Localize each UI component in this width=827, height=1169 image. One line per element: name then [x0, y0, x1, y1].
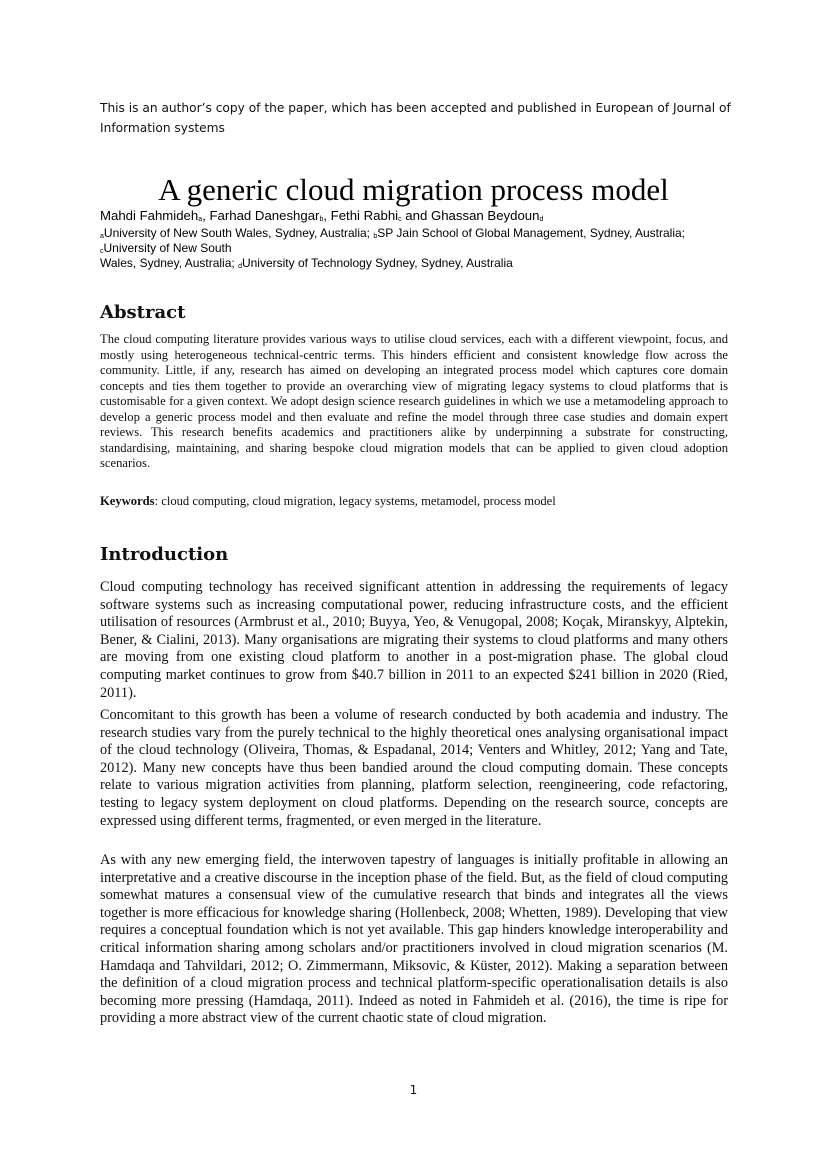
keywords-line [100, 493, 728, 509]
author-affiliation-mark: c [398, 216, 402, 223]
affiliation-mark: d [238, 263, 242, 270]
affiliation-mark: c [100, 248, 104, 255]
affiliation-text: University of New South [103, 241, 232, 255]
author-affiliation-mark: a [198, 216, 203, 223]
keywords-label: Keywords [100, 494, 155, 508]
affiliation-mark: b [373, 233, 378, 240]
author-name: Farhad Daneshgar [209, 208, 320, 223]
introduction-paragraph: Cloud computing technology has received significant attention in addressing the requirements of legacy software systems such as increasing computational power, reducing infrastructure costs, and the efficient utilisation of resources (Armbrust et al., 2010; Buyya, Yeo, & Venugopal, 2008; Koçak, Miranskyy, Alptekin, Bener, & Cialini, 2013). Many organisations are migrating their systems to cloud platforms and many others are moving from one existing cloud platform to another in a post-migration phase. The global cloud computing market continues to grow from $40.7 billion in 2011 to an expected $241 billion in 2020 (Ried, 2011). [100, 579, 728, 701]
introduction-paragraph: As with any new emerging field, the interwoven tapestry of languages is initially profitable in allowing an interpretative and a creative discourse in the inception phase of the field. But, as the field of cloud computing somewhat matures a consensual view of the cumulative research that binds and integrates all the views together is more efficacious for knowledge sharing (Hollenbeck, 2008; Whetten, 1989). Developing that view requires a conceptual foundation which is not yet available. This gap hinders knowledge interoperability and critical information sharing among scholars and/or practitioners involved in cloud migration scenarios (M. Hamdaqa and Tahvildari, 2012; O. Zimmermann, Miksovic, & Küster, 2012). Making a separation between the definition of a cloud migration process and technical platform-specific operationalisation details is also becoming more pressing (Hamdaqa, 2011). Indeed as noted in Fahmideh et al. (2016), the time is ripe for providing a more abstract view of the current chaotic state of cloud migration. [100, 852, 728, 1027]
author-affiliation-mark: d [539, 216, 544, 223]
affiliation-line [100, 225, 740, 241]
affiliation-line [100, 240, 740, 256]
affiliation-text: University of Technology Sydney, Sydney, Australia [241, 256, 513, 270]
affiliation-text: University of New South Wales, Sydney, Australia; [103, 226, 374, 240]
keywords-text: : cloud computing, cloud migration, legacy systems, metamodel, process model [154, 494, 556, 508]
affiliation-text: SP Jain School of Global Management, Sydney, Australia; [377, 226, 685, 240]
introduction-paragraph: Concomitant to this growth has been a volume of research conducted by both academia and industry. The research studies vary from the purely technical to the highly theoretical ones analysing organisational impact of the cloud technology (Oliveira, Thomas, & Espadanal, 2014; Venters and Whitley, 2012; Yang and Tate, 2012). Many new concepts have thus been bandied around the cloud computing domain. These concepts relate to various migration activities from planning, platform selection, reengineering, code refactoring, testing to legacy system deployment on cloud platforms. Depending on the research source, concepts are expressed using different terms, fragmented, or even merged in the literature. [100, 707, 728, 829]
abstract-text: The cloud computing literature provides various ways to utilise cloud services, each with a different viewpoint, focus, and mostly using heterogeneous technical-centric terms. This hinders efficient and consistent knowledge flow across the community. Little, if any, research has aimed on developing an integrated process model which captures core domain concepts and ties them together to provide an overarching view of migrating legacy systems to cloud platforms that is customisable for a given context. We adopt design science research guidelines in which we use a metamodeling approach to develop a generic process model and then evaluate and refine the model through three case studies and domain expert reviews. This research benefits academics and practitioners alike by underpinning a substrate for constructing, standardising, maintaining, and sharing bespoke cloud migration models that can be applied to given cloud adoption scenarios. [100, 332, 728, 470]
page-number: 1 [409, 1083, 418, 1097]
author-affiliation-mark: b [319, 216, 324, 223]
author-list [100, 207, 740, 224]
author-name: Fethi Rabhi [330, 208, 399, 223]
affiliation-text: Wales, Sydney, Australia; [100, 256, 239, 270]
author-separator: and [401, 208, 431, 223]
author-name: Mahdi Fahmideh [100, 208, 199, 223]
author-separator: , [202, 208, 210, 223]
affiliation-line [100, 255, 740, 271]
author-copy-note: This is an author’s copy of the paper, which has been accepted and published in European of Journal of Information systems [100, 101, 731, 135]
paper-title: A generic cloud migration process model [158, 172, 669, 207]
affiliation-mark: a [100, 233, 104, 240]
author-separator: , [323, 208, 331, 223]
introduction-heading: Introduction [100, 544, 229, 565]
author-name: Ghassan Beydoun [430, 208, 540, 223]
abstract-heading: Abstract [100, 302, 186, 323]
